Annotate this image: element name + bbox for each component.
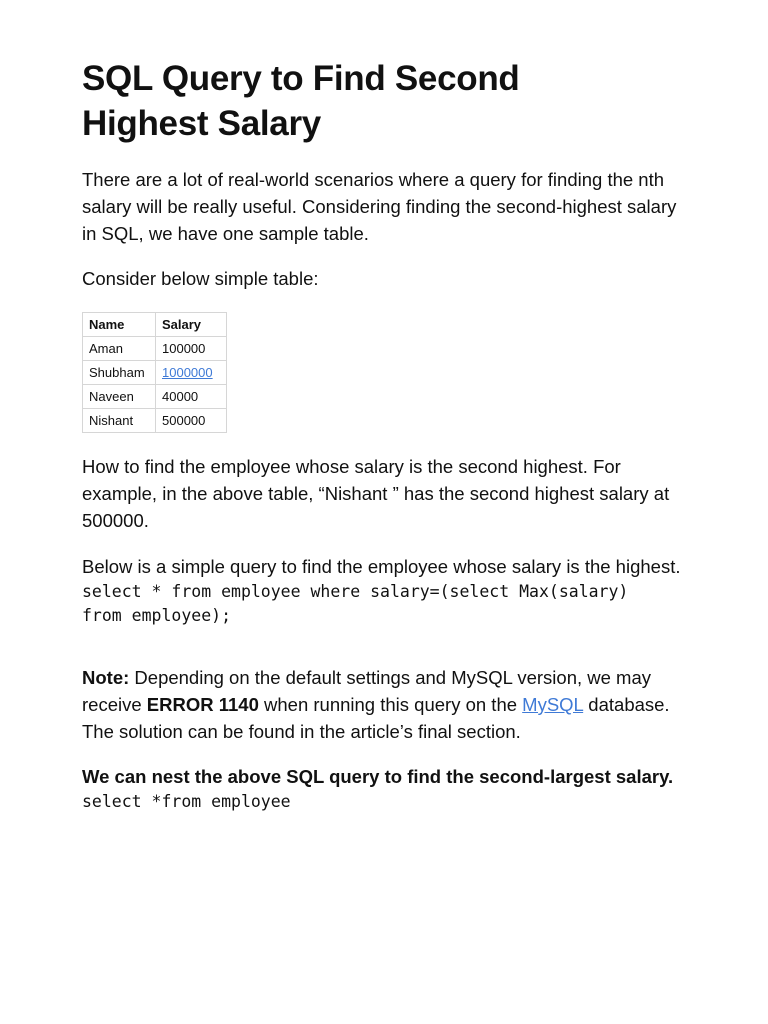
row-salary <box>156 361 227 385</box>
title-line-1: SQL Query to Find Second <box>82 59 520 98</box>
row-name: Aman <box>83 337 156 361</box>
how-paragraph: How to find the employee whose salary is the second highest. For example, in the above table, “Nishant ” has the second highest salary at 500000. <box>82 456 670 531</box>
code-block-max-salary <box>82 580 694 628</box>
note-text: when running this query on the <box>258 694 523 715</box>
salary-table <box>82 312 227 433</box>
article-title <box>82 56 694 146</box>
code-line: select * from employee where salary=(select Max(salary) <box>82 582 629 601</box>
table-header-row <box>83 313 227 337</box>
table-row <box>83 361 227 385</box>
nest-paragraph: We can nest the above SQL query to find the second-largest salary. <box>82 766 674 787</box>
code-block-second-salary <box>82 790 694 814</box>
code-line: select *from employee <box>82 792 291 811</box>
header-salary: Salary <box>156 313 227 337</box>
note-text: database. The solution can be found in the article’s final section. <box>82 694 670 742</box>
table-row <box>83 409 227 433</box>
row-salary: 40000 <box>156 385 227 409</box>
title-line-2: Highest Salary <box>82 104 321 143</box>
salary-link[interactable]: 1000000 <box>162 365 213 380</box>
below-paragraph: Below is a simple query to find the employee whose salary is the highest. <box>82 556 681 577</box>
header-name: Name <box>83 313 156 337</box>
error-code: ERROR 1140 <box>146 694 259 715</box>
row-name: Nishant <box>83 409 156 433</box>
article <box>82 56 694 814</box>
note-paragraph <box>82 664 694 745</box>
row-name: Naveen <box>83 385 156 409</box>
mysql-link[interactable]: MySQL <box>522 694 584 715</box>
code-line: from employee); <box>82 606 232 625</box>
note-label: Note: <box>82 667 130 688</box>
row-salary: 100000 <box>156 337 227 361</box>
intro-paragraph: There are a lot of real-world scenarios where a query for finding the nth salary will be really useful. Considering finding the second-highest salary in SQL, we have one sample table. <box>82 169 677 244</box>
note-text: Depending on the default settings and MySQL version, we may receive <box>82 667 652 715</box>
table-row <box>83 337 227 361</box>
consider-paragraph: Consider below simple table: <box>82 268 319 289</box>
row-salary: 500000 <box>156 409 227 433</box>
row-name: Shubham <box>83 361 156 385</box>
table-row <box>83 385 227 409</box>
